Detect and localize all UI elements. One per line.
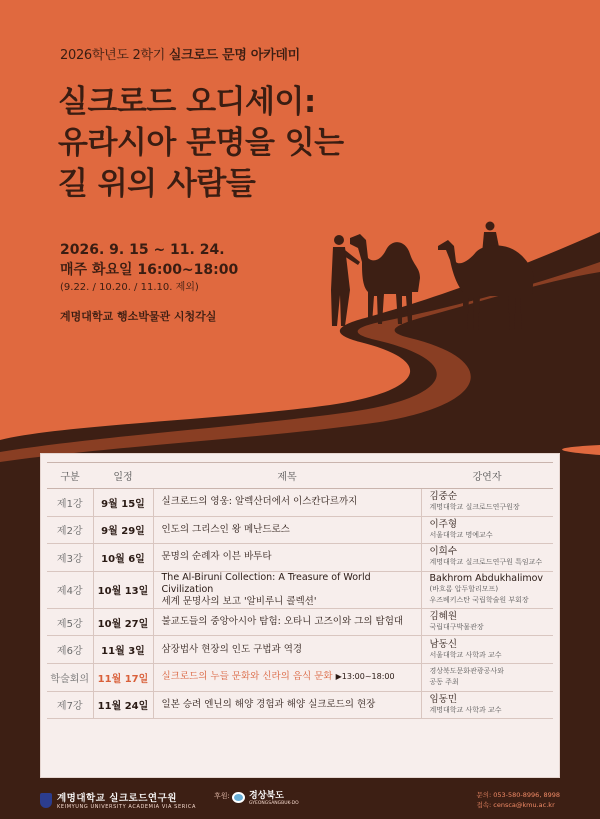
contact-info: [476, 790, 560, 810]
lecture-title: 인도의 그리스인 왕 메난드로스: [161, 523, 290, 535]
lecture-date: 11월 3일: [93, 636, 153, 664]
lecturer-name: Bakhrom Abdukhalimov: [429, 573, 544, 585]
lecture-date: 10월 13일: [93, 571, 153, 608]
lecturer-affiliation: 서울대학교 명예교수: [429, 530, 493, 539]
lecture-date: 9월 15일: [93, 489, 153, 517]
excluded-dates: (9.22. / 10.20. / 11.10. 제외): [60, 282, 199, 293]
lecture-title-cell: [153, 489, 421, 517]
lecturer-affiliation: 국립대구박물관장: [429, 623, 484, 632]
academy-heading: [60, 44, 300, 63]
lecturer-cell: [421, 544, 553, 572]
lecture-date: 11월 17일: [93, 663, 153, 691]
lecture-round: 학술회의: [47, 663, 93, 691]
lecture-round: 제1강: [47, 489, 93, 517]
lecture-date: 10월 6일: [93, 544, 153, 572]
lecture-title: 실크로드의 누들 문화와 신라의 음식 문화: [161, 671, 333, 683]
title-line-3: 길 위의 사람들: [58, 166, 256, 202]
table-header-row: [47, 463, 553, 489]
lecturer-name: 김혜원: [429, 611, 458, 623]
lecture-round: 제2강: [47, 516, 93, 544]
lecture-round: 제7강: [47, 691, 93, 719]
contact-phone: 문의: 053-580-8996, 8998: [476, 791, 560, 799]
header-title: 제목: [153, 463, 421, 489]
lecture-date: 10월 27일: [93, 608, 153, 636]
table-row: [47, 608, 553, 636]
table-row: [47, 571, 553, 608]
organizer-subtitle: KEIMYUNG UNIVERSITY ACADEMIA VIA SERICA: [57, 804, 196, 810]
sponsor-subtitle: GYEONGSANGBUK-DO: [249, 801, 299, 806]
lecturer-affiliation: 계명대학교 실크로드연구원 특임교수: [429, 558, 543, 567]
lecture-title: 문명의 순례자 이븐 바투타: [161, 551, 272, 563]
sponsor-label: 후원:: [214, 792, 230, 800]
event-time: ▶13:00~18:00: [335, 672, 395, 682]
organizer-logo: [40, 790, 196, 810]
weekly-time: 매주 화요일 16:00~18:00: [60, 262, 239, 278]
lecture-title-line2: 세계 문명사의 보고 '알비루니 콜렉션': [161, 595, 317, 607]
lecture-title-cell: [153, 608, 421, 636]
lecture-title: 일본 승려 엔닌의 해양 경험과 해양 실크로드의 현장: [161, 698, 376, 710]
lecturer-affiliation-2: 우즈베키스탄 국립학술원 부회장: [429, 596, 529, 605]
lecturer-cell: [421, 691, 553, 719]
academy-name: 실크로드 문명 아카데미: [168, 48, 300, 63]
lecturer-cell: [421, 663, 553, 691]
lecture-table: [47, 462, 553, 719]
university-shield-icon: [40, 793, 52, 808]
sponsor-name: 경상북도: [249, 791, 284, 801]
lecture-title-cell: [153, 691, 421, 719]
gyeongbuk-emblem-icon: [232, 792, 245, 803]
lecture-title-cell: [153, 636, 421, 664]
lecture-title-cell: [153, 571, 421, 608]
table-row: [47, 489, 553, 517]
table-row: [47, 516, 553, 544]
lecture-date: 9월 29일: [93, 516, 153, 544]
title-line-1: 실크로드 오디세이:: [58, 84, 316, 120]
lecturer-affiliation: 경상북도문화관광공사와: [429, 667, 504, 676]
organizer-name: 계명대학교 실크로드연구원: [57, 793, 177, 804]
title-line-2: 유라시아 문명을 잇는: [58, 125, 344, 161]
schedule-info: [60, 240, 238, 324]
header-lecturer: 강연자: [421, 463, 553, 489]
lecturer-cell: [421, 608, 553, 636]
lecture-title: 실크로드의 영웅: 알렉산더에서 이스칸다르까지: [161, 496, 358, 508]
lecturer-cell: [421, 571, 553, 608]
lecturer-name: 남동신: [429, 638, 458, 650]
lecturer-cell: [421, 489, 553, 517]
lecturer-name: 김중순: [429, 491, 458, 503]
lecture-round: 제6강: [47, 636, 93, 664]
lecture-title: 삼장법사 현장의 인도 구법과 역경: [161, 643, 303, 655]
header-date: 일정: [93, 463, 153, 489]
lecturer-affiliation-2: 공동 주최: [429, 678, 459, 687]
lecture-round: 제4강: [47, 571, 93, 608]
lecture-round: 제5강: [47, 608, 93, 636]
lecturer-affiliation: (바흐롬 압두할리모프): [429, 585, 499, 594]
lecturer-cell: [421, 636, 553, 664]
lecture-title-cell: [153, 516, 421, 544]
poster-title: [58, 82, 344, 205]
lecturer-cell: [421, 516, 553, 544]
table-body: [47, 489, 553, 719]
walking-man-silhouette: [331, 235, 360, 326]
table-row: [47, 544, 553, 572]
event-period: 2026. 9. 15 ~ 11. 24.: [60, 242, 225, 258]
table-row: [47, 636, 553, 664]
header-round: 구분: [47, 463, 93, 489]
lecture-date: 11월 24일: [93, 691, 153, 719]
lecturer-name: 임동민: [429, 693, 458, 705]
lecture-title-cell: [153, 663, 421, 691]
academy-prefix: 2026학년도 2학기: [60, 48, 169, 63]
footer: [0, 786, 600, 819]
lecturer-affiliation: 계명대학교 사학과 교수: [429, 705, 502, 714]
contact-email: 접속: censca@kmu.ac.kr: [476, 801, 555, 809]
lecturer-affiliation: 서울대학교 사학과 교수: [429, 650, 502, 659]
lecturer-affiliation: 계명대학교 실크로드연구원장: [429, 503, 520, 512]
lecture-table-panel: [40, 453, 560, 778]
sponsor-logo: [232, 788, 299, 806]
table-row: [47, 663, 553, 691]
lecture-round: 제3강: [47, 544, 93, 572]
lecturer-name: 이희수: [429, 546, 458, 558]
camel-silhouette: [350, 234, 420, 324]
lecture-title: The Al-Biruni Collection: A Treasure of World Civilization: [161, 571, 371, 595]
venue: 계명대학교 행소박물관 시청각실: [60, 310, 217, 323]
table-row: [47, 691, 553, 719]
lecture-title: 불교도들의 중앙아시아 탐험: 오타니 고즈이와 그의 탐험대: [161, 616, 404, 628]
lecture-title-cell: [153, 544, 421, 572]
lecturer-name: 이주형: [429, 518, 458, 530]
